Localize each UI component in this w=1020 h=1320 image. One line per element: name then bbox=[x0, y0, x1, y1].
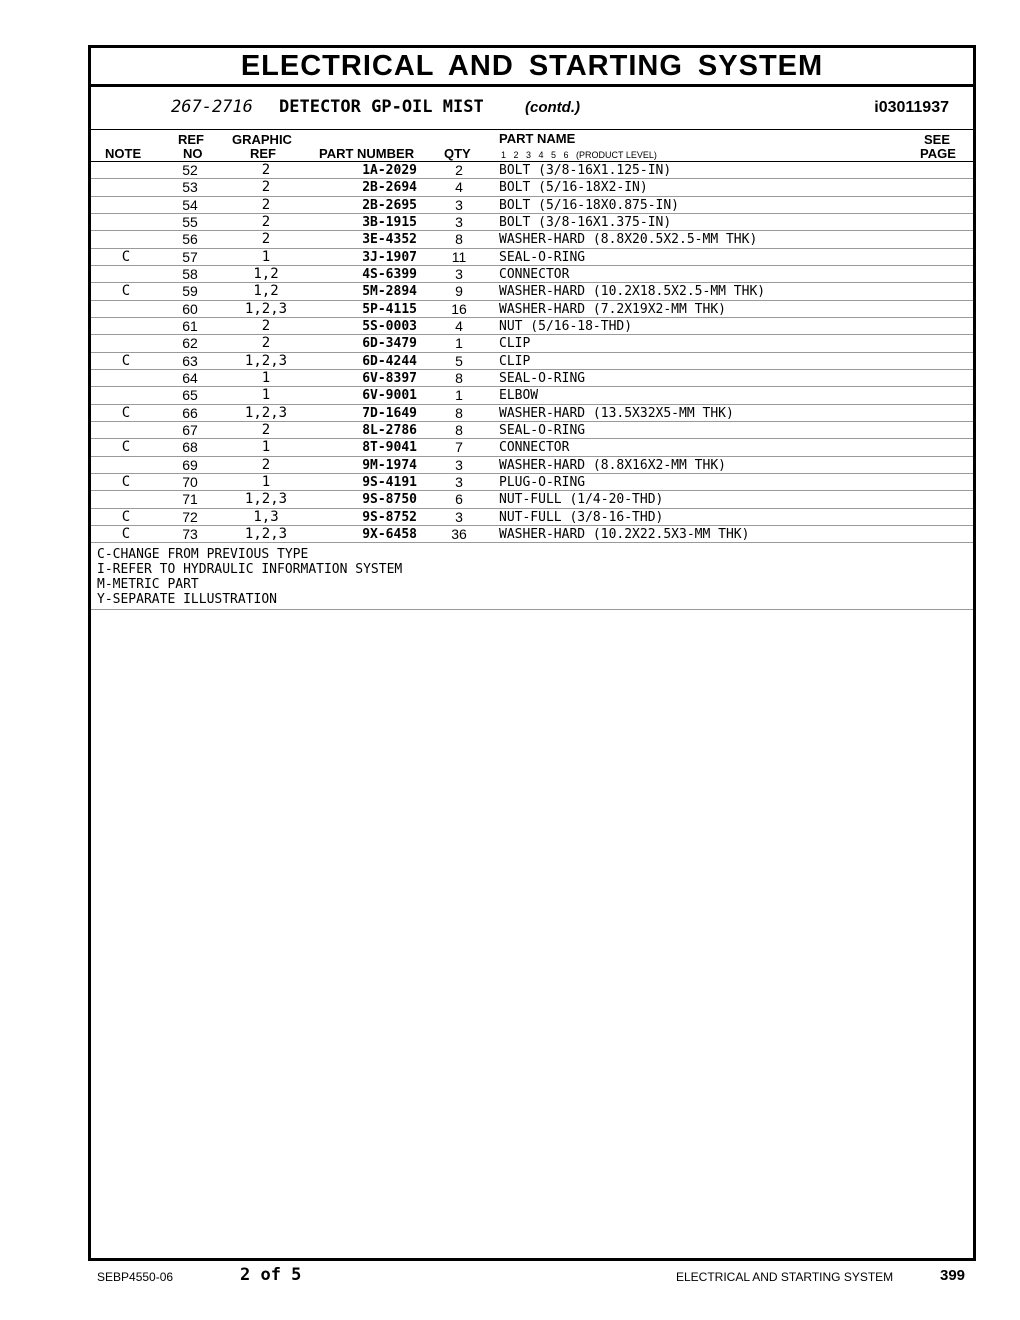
header-part-name: PART NAME bbox=[499, 131, 576, 146]
row-part-number: 5M-2894 bbox=[362, 284, 417, 300]
row-part-number: 8L-2786 bbox=[362, 422, 417, 438]
row-qty: 6 bbox=[455, 491, 463, 508]
row-part-number: 8T-9041 bbox=[362, 440, 417, 456]
table-row bbox=[91, 283, 973, 300]
row-part-number: 5S-0003 bbox=[362, 318, 417, 334]
row-graphic-ref: 2 bbox=[261, 179, 271, 196]
note-line: C-CHANGE FROM PREVIOUS TYPE bbox=[97, 547, 309, 563]
row-graphic-ref: 2 bbox=[261, 335, 271, 352]
row-part-number: 9X-6458 bbox=[362, 526, 417, 542]
header-graphic-bottom: REF bbox=[250, 146, 276, 161]
row-part-name: WASHER-HARD (10.2X22.5X3-MM THK) bbox=[499, 526, 750, 542]
row-part-name: NUT (5/16-18-THD) bbox=[499, 318, 633, 334]
table-row bbox=[91, 405, 973, 422]
page-frame bbox=[88, 45, 976, 1261]
row-graphic-ref: 2 bbox=[261, 456, 271, 473]
row-part-number: 6D-3479 bbox=[362, 336, 417, 352]
note-line: Y-SEPARATE ILLUSTRATION bbox=[97, 592, 278, 608]
table-row bbox=[91, 370, 973, 387]
header-see-top: SEE bbox=[924, 132, 951, 147]
group-header bbox=[91, 87, 973, 130]
table-row bbox=[91, 474, 973, 491]
row-ref-no: 63 bbox=[182, 352, 198, 369]
row-part-name: CONNECTOR bbox=[499, 266, 570, 282]
row-part-number: 5P-4115 bbox=[362, 301, 417, 317]
notes-legend bbox=[91, 543, 973, 610]
row-ref-no: 62 bbox=[182, 335, 198, 352]
row-part-number: 3J-1907 bbox=[362, 249, 417, 265]
table-row bbox=[91, 526, 973, 543]
table-row bbox=[91, 457, 973, 474]
row-qty: 3 bbox=[455, 213, 463, 230]
row-part-number: 1A-2029 bbox=[362, 163, 417, 178]
row-qty: 8 bbox=[455, 231, 463, 248]
row-ref-no: 56 bbox=[182, 231, 198, 248]
row-graphic-ref: 1,2,3 bbox=[244, 352, 288, 369]
table-row bbox=[91, 179, 973, 196]
row-qty: 1 bbox=[455, 387, 463, 404]
row-ref-no: 57 bbox=[182, 248, 198, 265]
table-row bbox=[91, 266, 973, 283]
row-qty: 8 bbox=[455, 421, 463, 438]
header-part-number: PART NUMBER bbox=[319, 146, 415, 161]
row-note: C bbox=[121, 352, 131, 369]
header-graphic-top: GRAPHIC bbox=[232, 132, 292, 147]
row-graphic-ref: 2 bbox=[261, 162, 271, 178]
row-qty: 3 bbox=[455, 196, 463, 213]
table-row bbox=[91, 318, 973, 335]
row-part-number: 7D-1649 bbox=[362, 405, 417, 421]
row-ref-no: 52 bbox=[182, 162, 198, 178]
row-ref-no: 54 bbox=[182, 196, 198, 213]
row-graphic-ref: 1 bbox=[261, 439, 271, 456]
row-part-number: 6V-9001 bbox=[362, 388, 417, 404]
page-footer bbox=[0, 1262, 1020, 1292]
row-part-name: WASHER-HARD (8.8X16X2-MM THK) bbox=[499, 457, 726, 473]
row-part-name: CLIP bbox=[499, 336, 531, 352]
row-ref-no: 70 bbox=[182, 473, 198, 490]
row-ref-no: 60 bbox=[182, 300, 198, 317]
row-part-name: NUT-FULL (3/8-16-THD) bbox=[499, 509, 664, 525]
row-qty: 3 bbox=[455, 456, 463, 473]
table-row bbox=[91, 387, 973, 404]
row-ref-no: 67 bbox=[182, 421, 198, 438]
row-qty: 1 bbox=[455, 335, 463, 352]
row-ref-no: 71 bbox=[182, 491, 198, 508]
row-graphic-ref: 2 bbox=[261, 213, 271, 230]
row-part-name: WASHER-HARD (10.2X18.5X2.5-MM THK) bbox=[499, 284, 766, 300]
row-ref-no: 59 bbox=[182, 283, 198, 300]
table-row bbox=[91, 214, 973, 231]
row-part-number: 3E-4352 bbox=[362, 232, 417, 248]
note-line: M-METRIC PART bbox=[97, 577, 199, 593]
row-graphic-ref: 1,2,3 bbox=[244, 404, 288, 421]
row-qty: 2 bbox=[455, 162, 463, 178]
row-part-name: WASHER-HARD (8.8X20.5X2.5-MM THK) bbox=[499, 232, 758, 248]
row-qty: 8 bbox=[455, 404, 463, 421]
row-note: C bbox=[121, 248, 131, 265]
row-part-number: 9M-1974 bbox=[362, 457, 417, 473]
header-see-bottom: PAGE bbox=[920, 146, 956, 161]
row-part-number: 2B-2694 bbox=[362, 180, 417, 196]
row-qty: 3 bbox=[455, 265, 463, 282]
row-note: C bbox=[121, 404, 131, 421]
row-ref-no: 69 bbox=[182, 456, 198, 473]
row-qty: 11 bbox=[451, 248, 467, 265]
row-graphic-ref: 1 bbox=[261, 473, 271, 490]
row-part-name: ELBOW bbox=[499, 388, 539, 404]
row-ref-no: 64 bbox=[182, 369, 198, 386]
header-ref-bottom: NO bbox=[183, 146, 203, 161]
row-part-number: 3B-1915 bbox=[362, 214, 417, 230]
table-row bbox=[91, 301, 973, 318]
footer-section: ELECTRICAL AND STARTING SYSTEM bbox=[676, 1270, 894, 1284]
row-graphic-ref: 2 bbox=[261, 317, 271, 334]
row-part-number: 9S-8752 bbox=[362, 509, 417, 525]
row-qty: 4 bbox=[455, 317, 463, 334]
row-qty: 7 bbox=[455, 439, 463, 456]
row-graphic-ref: 1,2,3 bbox=[244, 300, 288, 317]
row-ref-no: 73 bbox=[182, 525, 198, 542]
table-row bbox=[91, 422, 973, 439]
table-row bbox=[91, 353, 973, 370]
group-id: i03011937 bbox=[874, 99, 949, 116]
header-product-levels: 1 2 3 4 5 6 (PRODUCT LEVEL) bbox=[501, 150, 657, 160]
row-graphic-ref: 1,2,3 bbox=[244, 525, 288, 542]
row-ref-no: 66 bbox=[182, 404, 198, 421]
table-row bbox=[91, 509, 973, 526]
table-row bbox=[91, 335, 973, 352]
row-ref-no: 65 bbox=[182, 387, 198, 404]
row-part-name: CONNECTOR bbox=[499, 440, 570, 456]
row-graphic-ref: 2 bbox=[261, 231, 271, 248]
group-number: 267-2716 bbox=[171, 97, 253, 117]
row-ref-no: 68 bbox=[182, 439, 198, 456]
row-graphic-ref: 1,2 bbox=[253, 265, 279, 282]
row-note: C bbox=[121, 283, 131, 300]
row-part-name: PLUG-O-RING bbox=[499, 474, 586, 490]
row-part-number: 9S-4191 bbox=[362, 474, 417, 490]
table-row bbox=[91, 491, 973, 508]
row-part-name: SEAL-O-RING bbox=[499, 370, 586, 386]
note-line: I-REFER TO HYDRAULIC INFORMATION SYSTEM bbox=[97, 562, 403, 578]
row-graphic-ref: 1 bbox=[261, 369, 271, 386]
row-part-name: CLIP bbox=[499, 353, 531, 369]
header-ref-top: REF bbox=[178, 132, 204, 147]
table-row bbox=[91, 231, 973, 248]
row-part-name: BOLT (3/8-16X1.375-IN) bbox=[499, 214, 672, 230]
row-graphic-ref: 1,2,3 bbox=[244, 491, 288, 508]
row-part-number: 4S-6399 bbox=[362, 266, 417, 282]
row-qty: 3 bbox=[455, 508, 463, 525]
row-part-name: NUT-FULL (1/4-20-THD) bbox=[499, 492, 664, 508]
row-note: C bbox=[121, 508, 131, 525]
title-bar bbox=[91, 48, 973, 87]
row-qty: 16 bbox=[451, 300, 467, 317]
row-part-name: WASHER-HARD (13.5X32X5-MM THK) bbox=[499, 405, 734, 421]
row-part-number: 6V-8397 bbox=[362, 370, 417, 386]
header-qty: QTY bbox=[444, 146, 471, 161]
table-row bbox=[91, 249, 973, 266]
row-part-name: WASHER-HARD (7.2X19X2-MM THK) bbox=[499, 301, 726, 317]
row-qty: 8 bbox=[455, 369, 463, 386]
row-graphic-ref: 1 bbox=[261, 248, 271, 265]
footer-page-number: 399 bbox=[940, 1267, 966, 1284]
row-part-number: 2B-2695 bbox=[362, 197, 417, 213]
row-ref-no: 55 bbox=[182, 213, 198, 230]
row-ref-no: 58 bbox=[182, 265, 198, 282]
table-row bbox=[91, 162, 973, 179]
row-note: C bbox=[121, 473, 131, 490]
row-qty: 36 bbox=[451, 525, 467, 542]
row-part-name: SEAL-O-RING bbox=[499, 249, 586, 265]
row-part-number: 9S-8750 bbox=[362, 492, 417, 508]
row-ref-no: 53 bbox=[182, 179, 198, 196]
table-row bbox=[91, 197, 973, 214]
footer-doc-id: SEBP4550-06 bbox=[97, 1270, 174, 1284]
row-graphic-ref: 1,3 bbox=[253, 508, 279, 525]
footer-page-of: 2 of 5 bbox=[240, 1265, 302, 1285]
row-qty: 3 bbox=[455, 473, 463, 490]
table-row bbox=[91, 439, 973, 456]
row-qty: 9 bbox=[455, 283, 463, 300]
row-part-name: BOLT (5/16-18X0.875-IN) bbox=[499, 197, 680, 213]
row-graphic-ref: 1,2 bbox=[253, 283, 279, 300]
row-note: C bbox=[121, 439, 131, 456]
row-part-name: SEAL-O-RING bbox=[499, 422, 586, 438]
row-part-name: BOLT (5/16-18X2-IN) bbox=[499, 180, 648, 196]
row-ref-no: 61 bbox=[182, 317, 198, 334]
row-part-number: 6D-4244 bbox=[362, 353, 417, 369]
row-graphic-ref: 2 bbox=[261, 421, 271, 438]
row-graphic-ref: 2 bbox=[261, 196, 271, 213]
table-header bbox=[91, 130, 973, 162]
row-qty: 5 bbox=[455, 352, 463, 369]
row-qty: 4 bbox=[455, 179, 463, 196]
header-note: NOTE bbox=[105, 146, 142, 161]
row-ref-no: 72 bbox=[182, 508, 198, 525]
row-part-name: BOLT (3/8-16X1.125-IN) bbox=[499, 163, 672, 178]
group-contd: (contd.) bbox=[525, 99, 580, 116]
group-name: DETECTOR GP-OIL MIST bbox=[279, 97, 484, 117]
row-note: C bbox=[121, 525, 131, 542]
row-graphic-ref: 1 bbox=[261, 387, 271, 404]
page-title: ELECTRICAL AND STARTING SYSTEM bbox=[240, 50, 824, 82]
parts-table-body bbox=[91, 162, 973, 543]
